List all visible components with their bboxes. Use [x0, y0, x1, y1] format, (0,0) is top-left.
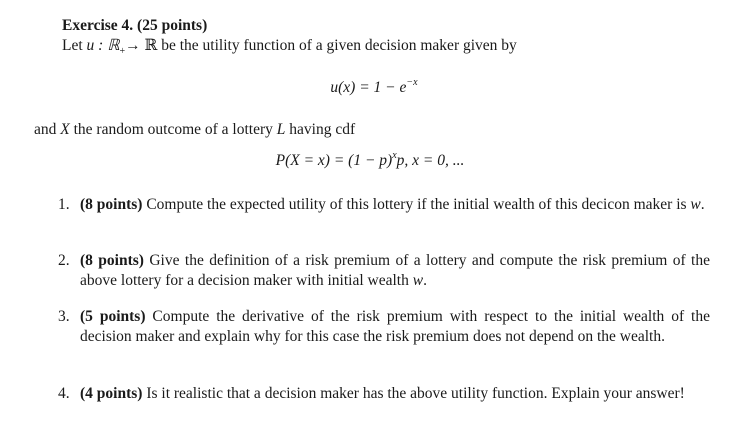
question-body [80, 195, 710, 215]
intro-func: u : ℝ [86, 37, 120, 54]
list-item [58, 307, 710, 347]
question-var: w [690, 196, 701, 213]
question-points: (4 points) [80, 385, 143, 402]
mid-text-c: having cdf [285, 121, 356, 138]
mid-var-x: X [60, 121, 70, 138]
question-text: Give the definition of a risk premium of a lottery and compute the risk premium of the above lottery for a decision maker with initial wealth [80, 252, 710, 289]
question-text: Compute the expected utility of this lottery if the initial wealth of this decicon maker is [142, 196, 691, 213]
list-item [58, 195, 710, 215]
lottery-description [34, 120, 355, 140]
question-end: . [700, 196, 705, 213]
formula2-a: P(X = x) = (1 − p) [275, 152, 393, 169]
mid-var-l: L [276, 121, 286, 138]
intro-sub: + [119, 46, 126, 58]
question-number: 3. [58, 308, 70, 325]
question-body [80, 307, 710, 347]
question-text: Is it realistic that a decision maker has the above utility function. Explain your answer! [142, 385, 685, 402]
question-number: 1. [58, 196, 70, 213]
formula2-exp: x [392, 149, 397, 161]
question-var: w [412, 272, 424, 289]
mid-text-b: the random outcome of a lottery [69, 121, 277, 138]
question-points: (8 points) [80, 196, 143, 213]
question-number: 4. [58, 385, 70, 402]
exercise-title: Exercise 4. (25 points) [62, 17, 208, 34]
question-end: . [423, 272, 427, 289]
mid-text-a: and [34, 121, 61, 138]
formula2-b: p, x = 0, ... [396, 152, 465, 169]
list-item [58, 251, 710, 291]
utility-formula [0, 78, 740, 98]
list-item [58, 384, 710, 404]
formula1-lhs: u(x) = 1 − e [330, 79, 407, 96]
question-points: (8 points) [80, 252, 144, 269]
cdf-formula [0, 151, 740, 171]
question-text: Compute the derivative of the risk premium with respect to the initial wealth of the decision maker and explain why for this case the risk premium does not depend on the wealth. [80, 308, 710, 345]
question-body [80, 251, 710, 291]
intro-prefix: Let [62, 37, 87, 54]
intro-rest: → ℝ be the utility function of a given decision maker given by [125, 37, 517, 54]
formula1-exp: −x [406, 76, 418, 88]
question-number: 2. [58, 252, 70, 269]
exercise-intro [62, 36, 517, 62]
question-points: (5 points) [80, 308, 146, 325]
question-body [80, 384, 710, 404]
